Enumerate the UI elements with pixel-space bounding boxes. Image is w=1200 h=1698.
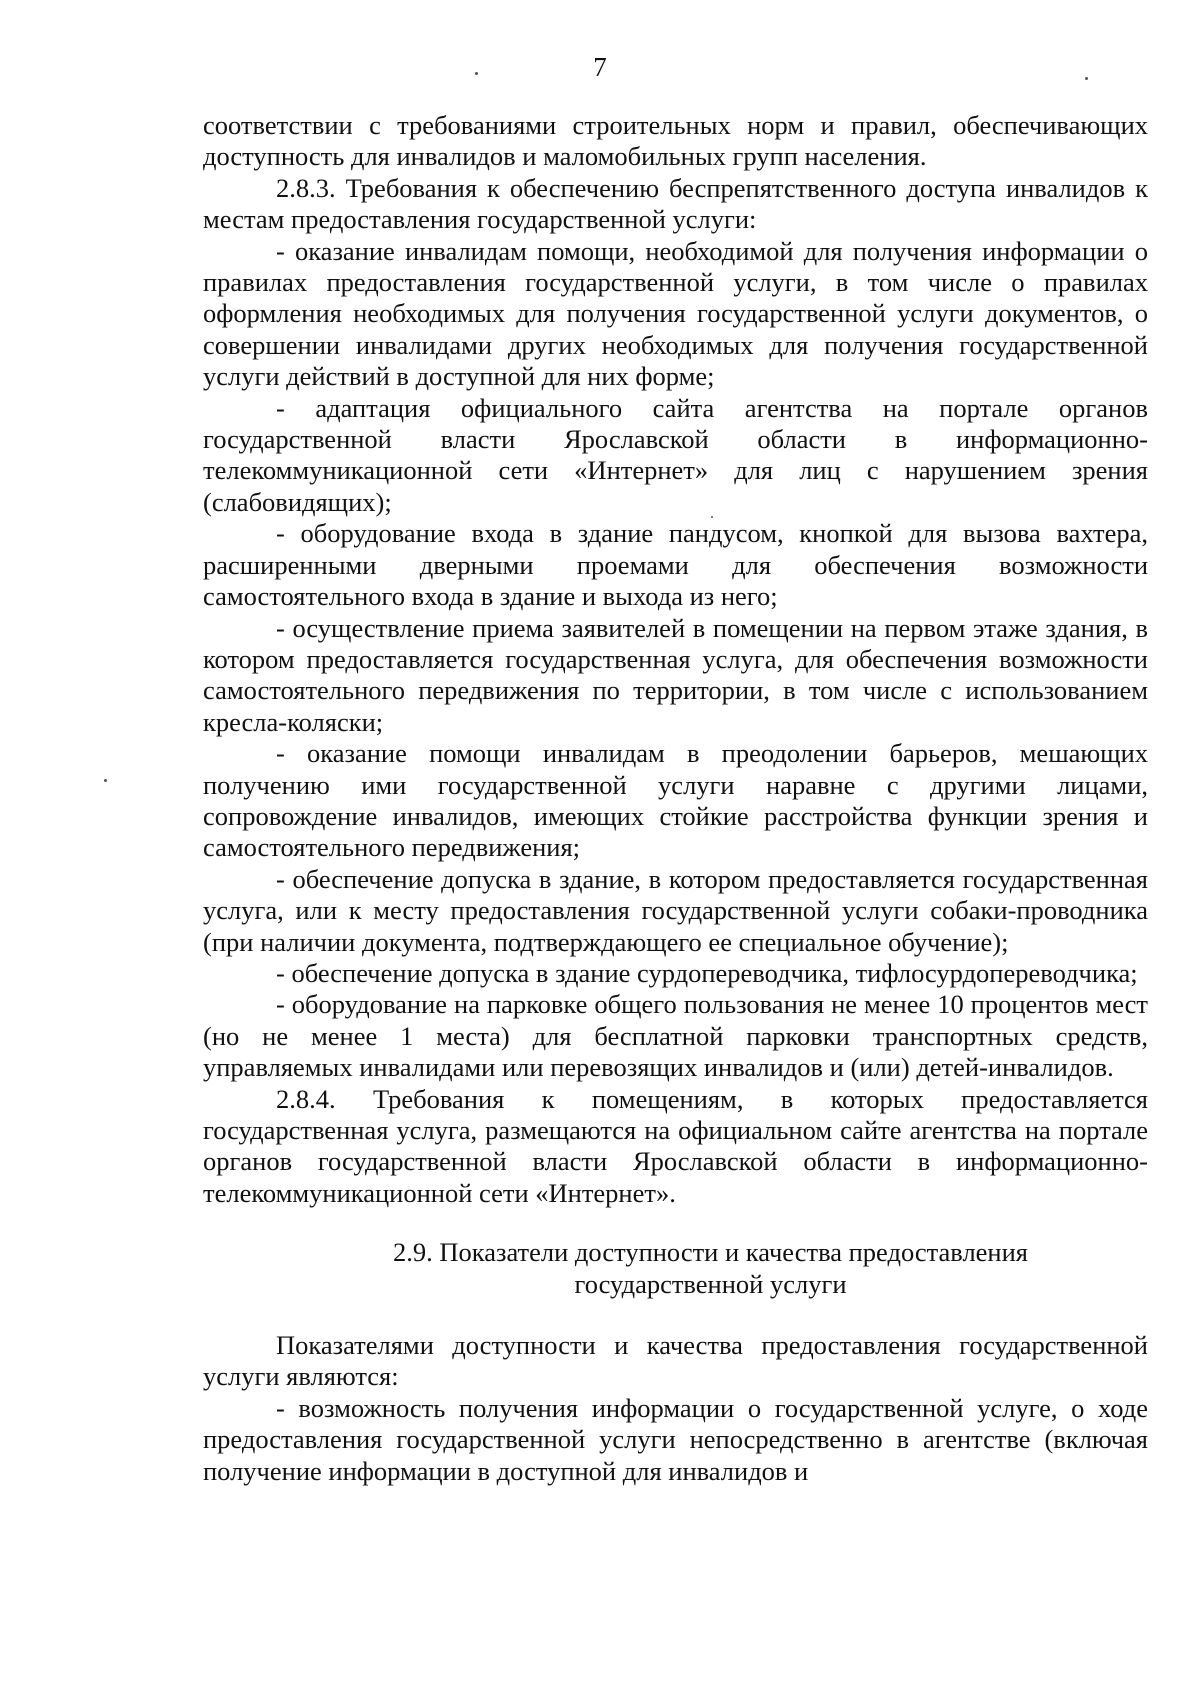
list-item-guide-dog-access: - обеспечение допуска в здание, в котором предоставляется государственная услуга, или к месту предоставления государственной услуги собаки-проводника (при наличии документа, подтверждающего ее специальное обучение); <box>203 863 1148 957</box>
scan-speck <box>475 72 478 75</box>
list-item-website-adaptation: - адаптация официального сайта агентства на портале органов государственной власти Ярославской области в информационно-телекоммуникационной сети «Интернет» для лиц с нарушением зрения (слабовидящих); <box>203 392 1148 517</box>
list-item-assistance-info: - оказание инвалидам помощи, необходимой для получения информации о правилах предоставления государственной услуги, в том числе о правилах оформления необходимых для получения государственной услуги документов, о совершении инвалидами других необходимых для получения государственной услуги действий в доступной для них форме; <box>203 235 1148 392</box>
document-body <box>203 110 1148 1487</box>
list-item-information-access: - возможность получения информации о государственной услуге, о ходе предоставления государственной услуги непосредственно в агентстве (включая получение информации в доступной для инвалидов и <box>203 1392 1148 1486</box>
list-item-barrier-assistance: - оказание помощи инвалидам в преодолении барьеров, мешающих получению ими государственной услуги наравне с другими лицами, сопровождение инвалидов, имеющих стойкие расстройства функции зрения и самостоятельного передвижения; <box>203 738 1148 863</box>
paragraph-indicators-intro: Показателями доступности и качества предоставления государственной услуги являются: <box>203 1330 1148 1392</box>
section-heading-2-9 <box>203 1237 1148 1300</box>
scan-speck <box>711 516 713 518</box>
scan-speck <box>1085 77 1088 80</box>
section-heading-line-1: 2.9. Показатели доступности и качества предоставления <box>393 1237 1028 1268</box>
paragraph-2-8-3: 2.8.3. Требования к обеспечению беспрепятственного доступа инвалидов к местам предоставления государственной услуги: <box>203 172 1148 235</box>
list-item-sign-interpreter-access: - обеспечение допуска в здание сурдопереводчика, тифлосурдопереводчика; <box>276 957 1138 988</box>
page-number: 7 <box>593 52 607 82</box>
paragraph-2-8-4: 2.8.4. Требования к помещениям, в которых предоставляется государственная услуга, размещаются на официальном сайте агентства на портале органов государственной власти Ярославской области в информационно-телекоммуникационной сети «Интернет». <box>203 1083 1148 1208</box>
list-item-parking: - оборудование на парковке общего пользования не менее 10 процентов мест (но не менее 1 места) для бесплатной парковки транспортных средств, управляемых инвалидами или перевозящих инвалидов и (или) детей-инвалидов. <box>203 989 1148 1083</box>
scan-speck <box>104 779 107 782</box>
list-item-entrance-equipment: - оборудование входа в здание пандусом, кнопкой для вызова вахтера, расширенными дверными проемами для обеспечения возможности самостоятельного входа в здание и выхода из него; <box>203 518 1148 612</box>
list-item-first-floor-reception: - осуществление приема заявителей в помещении на первом этаже здания, в котором предоставляется государственная услуга, для обеспечения возможности самостоятельного передвижения по территории, в том числе с использованием кресла-коляски; <box>203 612 1148 737</box>
section-heading-line-2: государственной услуги <box>574 1268 847 1299</box>
paragraph-continuation: соответствии с требованиями строительных норм и правил, обеспечивающих доступность для инвалидов и маломобильных групп населения. <box>203 110 1148 172</box>
